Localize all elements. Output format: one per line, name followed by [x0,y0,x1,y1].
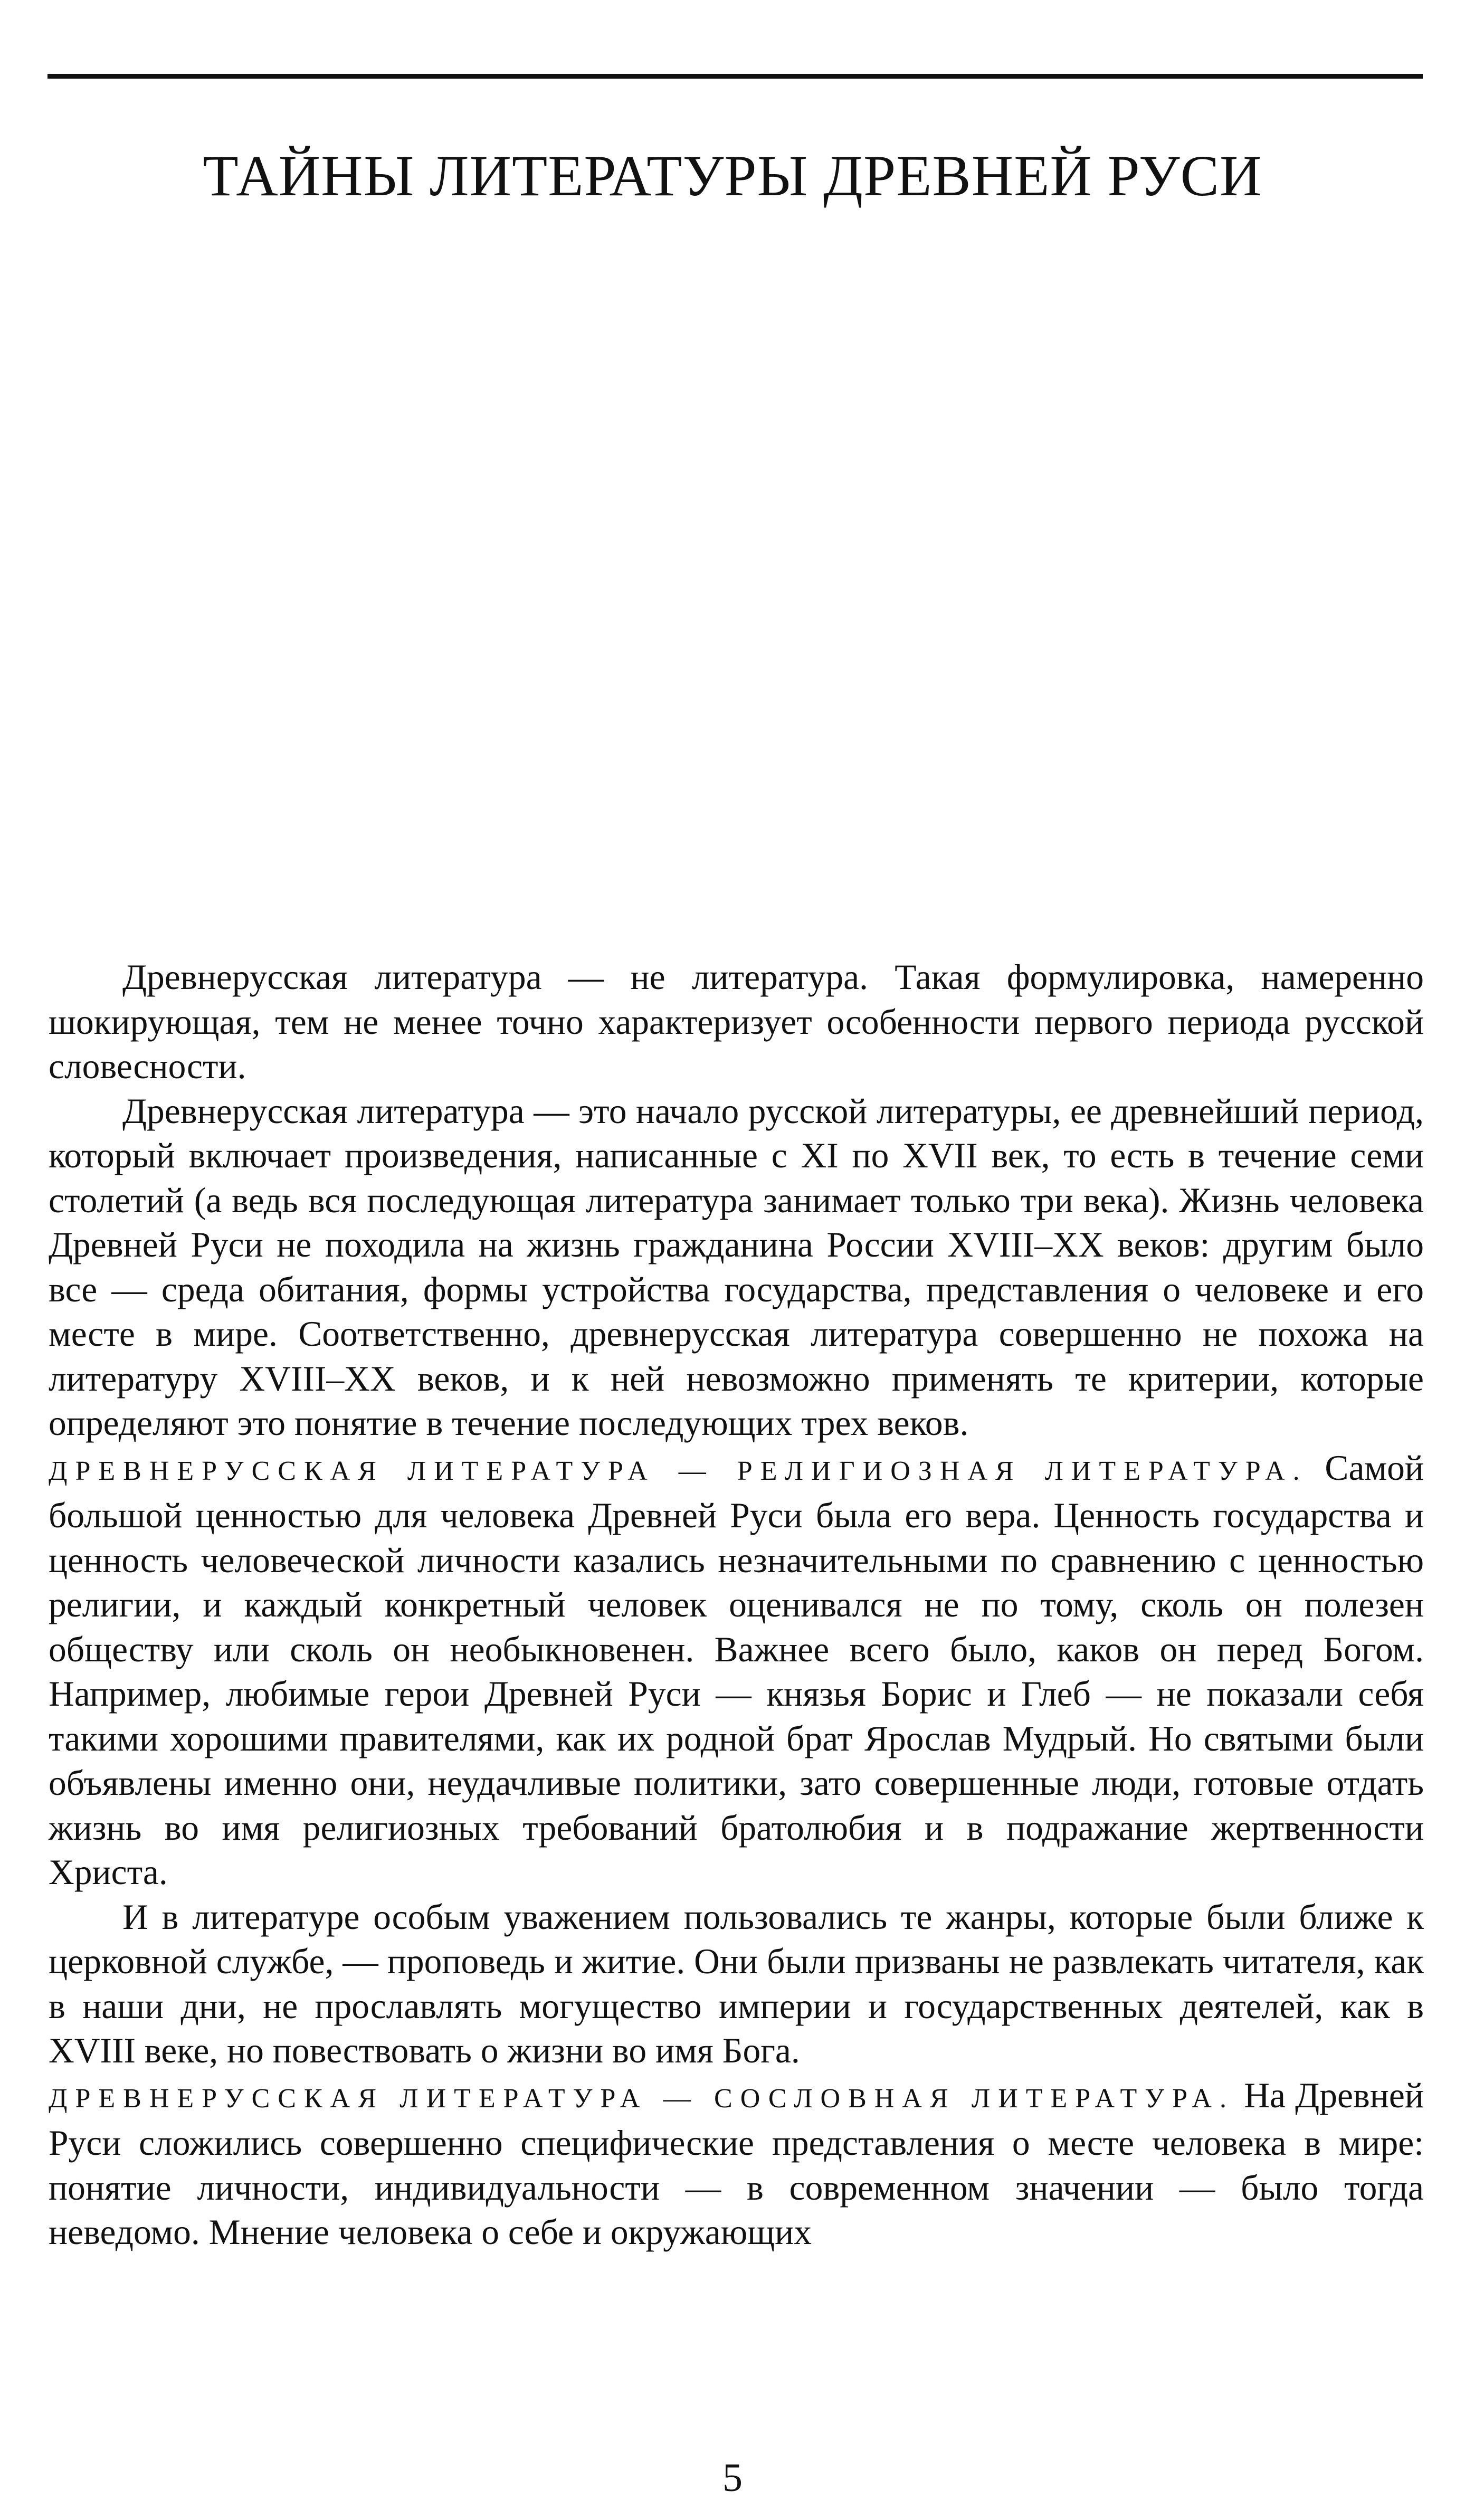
paragraph-1 [49,955,1424,1089]
paragraph-4 [49,1895,1424,2074]
body-text [49,955,1424,2255]
paragraph-2 [49,1089,1424,1446]
paragraph-2-text: Древнерусская литература — это начало русской литературы, ее древнейший период, который включает произведения, написанные с XI по XVII век, то есть в течение семи столетий (а ведь вся последующая литература занимает только три века). Жизнь человека Древней Руси не походила на жизнь гражданина России XVIII–XX веков: другим было все — среда обитания, формы устройства государства, представления о человеке и его месте в мире. Соответственно, древнерусская литература совершенно не похожа на литературу XVIII–XX веков, и к ней невозможно применять те критерии, которые определяют это понятие в течение последующих трех веков. [49,1091,1424,1443]
chapter-title: ТАЙНЫ ЛИТЕРАТУРЫ ДРЕВНЕЙ РУСИ [203,144,1262,208]
paragraph-5 [49,2074,1424,2255]
top-rule [47,74,1423,79]
paragraph-5-text: На Древней Руси сложились совершенно специфические представления о месте человека в мире: понятие личности, индивидуальности — в современном значении — было тогда неведомо. Мнение человека о себе и окружающих [49,2075,1424,2252]
section-heading-estate: ДРЕВНЕРУССКАЯ ЛИТЕРАТУРА — СОСЛОВНАЯ ЛИТЕРАТУРА. [49,2083,1234,2114]
paragraph-1-text: Древнерусская литература — не литература. Такая формулировка, намеренно шокирующая, тем не менее точно характеризует особенности первого периода русской словесности. [49,957,1424,1086]
paragraph-3 [49,1446,1424,1895]
paragraph-4-text: И в литературе особым уважением пользовались те жанры, которые были ближе к церковной службе, — проповедь и житие. Они были призваны не развлекать читателя, как в наши дни, не прославлять могущество империи и государственных деятелей, как в XVIII веке, но повествовать о жизни во имя Бога. [49,1897,1424,2070]
paragraph-3-text: Самой большой ценностью для человека Древней Руси была его вера. Ценность государства и ценность человеческой личности казались незначительными по сравнению с ценностью религии, и каждый конкретный человек оценивался не по тому, сколь он полезен обществу или сколь он необыкновенен. Важнее всего было, каков он перед Богом. Например, любимые герои Древней Руси — князья Борис и Глеб — не показали себя такими хорошими правителями, как их родной брат Ярослав Мудрый. Но святыми были объявлены именно они, неудачливые политики, зато совершенные люди, готовые отдать жизнь во имя религиозных требований братолюбия и в подражание жертвенности Христа. [49,1448,1424,1892]
section-heading-religious: ДРЕВНЕРУССКАЯ ЛИТЕРАТУРА — РЕЛИГИОЗНАЯ ЛИТЕРАТУРА. [49,1456,1308,1486]
page-number: 5 [722,2456,743,2500]
